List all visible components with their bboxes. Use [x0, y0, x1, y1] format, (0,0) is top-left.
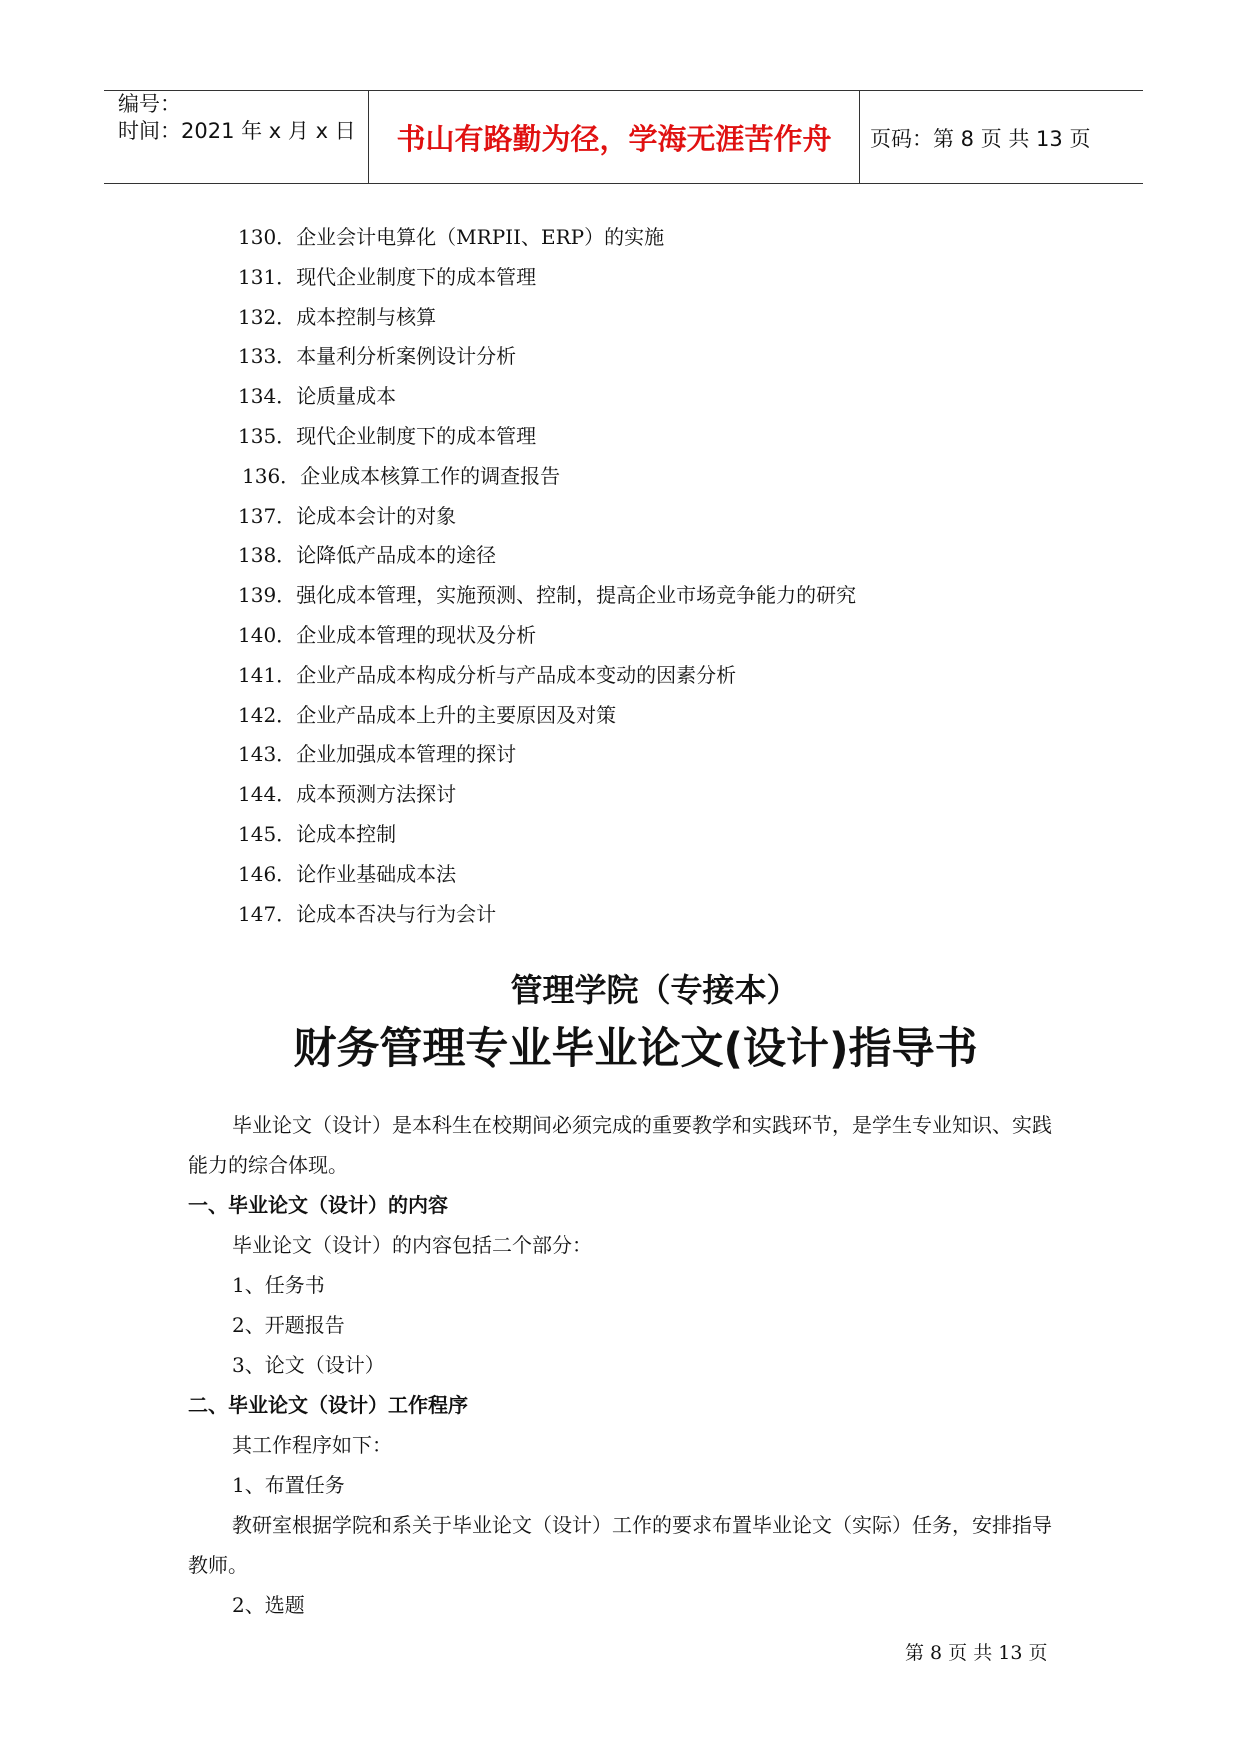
- paragraph: 教研室根据学院和系关于毕业论文（设计）工作的要求布置毕业论文（实际）任务，安排指导教师。: [188, 1513, 1052, 1577]
- list-item: 140．企业成本管理的现状及分析: [238, 622, 537, 647]
- list-item: 134．论质量成本: [238, 384, 397, 409]
- number-label: 编号：: [118, 92, 181, 116]
- list-item: 138．论降低产品成本的途径: [238, 543, 497, 568]
- section-heading: 二、毕业论文（设计）工作程序: [188, 1393, 468, 1417]
- page-footer: 第 8 页 共 13 页: [905, 1642, 1048, 1664]
- list-item: 137．论成本会计的对象: [238, 503, 457, 528]
- header-divider: [859, 91, 860, 183]
- header-motto: 书山有路勤为径，学海无涯苦作舟: [396, 122, 832, 156]
- list-item: 136．企业成本核算工作的调查报告: [242, 463, 561, 488]
- list-item: 139．强化成本管理，实施预测、控制，提高企业市场竞争能力的研究: [238, 583, 857, 608]
- list-item: 1、布置任务: [232, 1473, 345, 1497]
- page-header: [104, 90, 1143, 184]
- list-item: 141．企业产品成本构成分析与产品成本变动的因素分析: [238, 662, 737, 687]
- list-item: 145．论成本控制: [238, 821, 397, 846]
- list-item: 2、选题: [232, 1593, 305, 1617]
- list-item: 147．论成本否决与行为会计: [238, 901, 497, 926]
- header-meta: [118, 91, 368, 145]
- intro-paragraph: 毕业论文（设计）是本科生在校期间必须完成的重要教学和实践环节，是学生专业知识、实践能力的综合体现。: [188, 1113, 1052, 1177]
- list-item: 142．企业产品成本上升的主要原因及对策: [238, 702, 617, 727]
- time-label: 时间：2021 年 x 月 x 日: [118, 119, 356, 143]
- list-item: 130．企业会计电算化（MRPII、ERP）的实施: [238, 225, 665, 249]
- list-item: 135．现代企业制度下的成本管理: [238, 423, 537, 448]
- list-item: 2、开题报告: [232, 1313, 345, 1337]
- document-title: 财务管理专业毕业论文(设计)指导书: [293, 1024, 978, 1074]
- header-page-label: 页码：第 8 页 共 13 页: [870, 127, 1091, 151]
- list-item: 146．论作业基础成本法: [238, 861, 457, 886]
- list-item: 131．现代企业制度下的成本管理: [238, 264, 537, 289]
- paragraph: 其工作程序如下：: [232, 1433, 392, 1457]
- list-item: 132．成本控制与核算: [238, 304, 437, 329]
- document-subtitle: 管理学院（专接本）: [510, 971, 799, 1009]
- list-item: 3、论文（设计）: [232, 1353, 385, 1377]
- section-heading: 一、毕业论文（设计）的内容: [188, 1193, 448, 1217]
- list-item: 133．本量利分析案例设计分析: [238, 344, 517, 369]
- document-body: [188, 1105, 1063, 1625]
- list-item: 1、任务书: [232, 1273, 325, 1297]
- list-item: 143．企业加强成本管理的探讨: [238, 742, 517, 767]
- topic-list: [238, 218, 856, 934]
- paragraph: 毕业论文（设计）的内容包括二个部分：: [232, 1233, 592, 1257]
- list-item: 144．成本预测方法探讨: [238, 782, 457, 807]
